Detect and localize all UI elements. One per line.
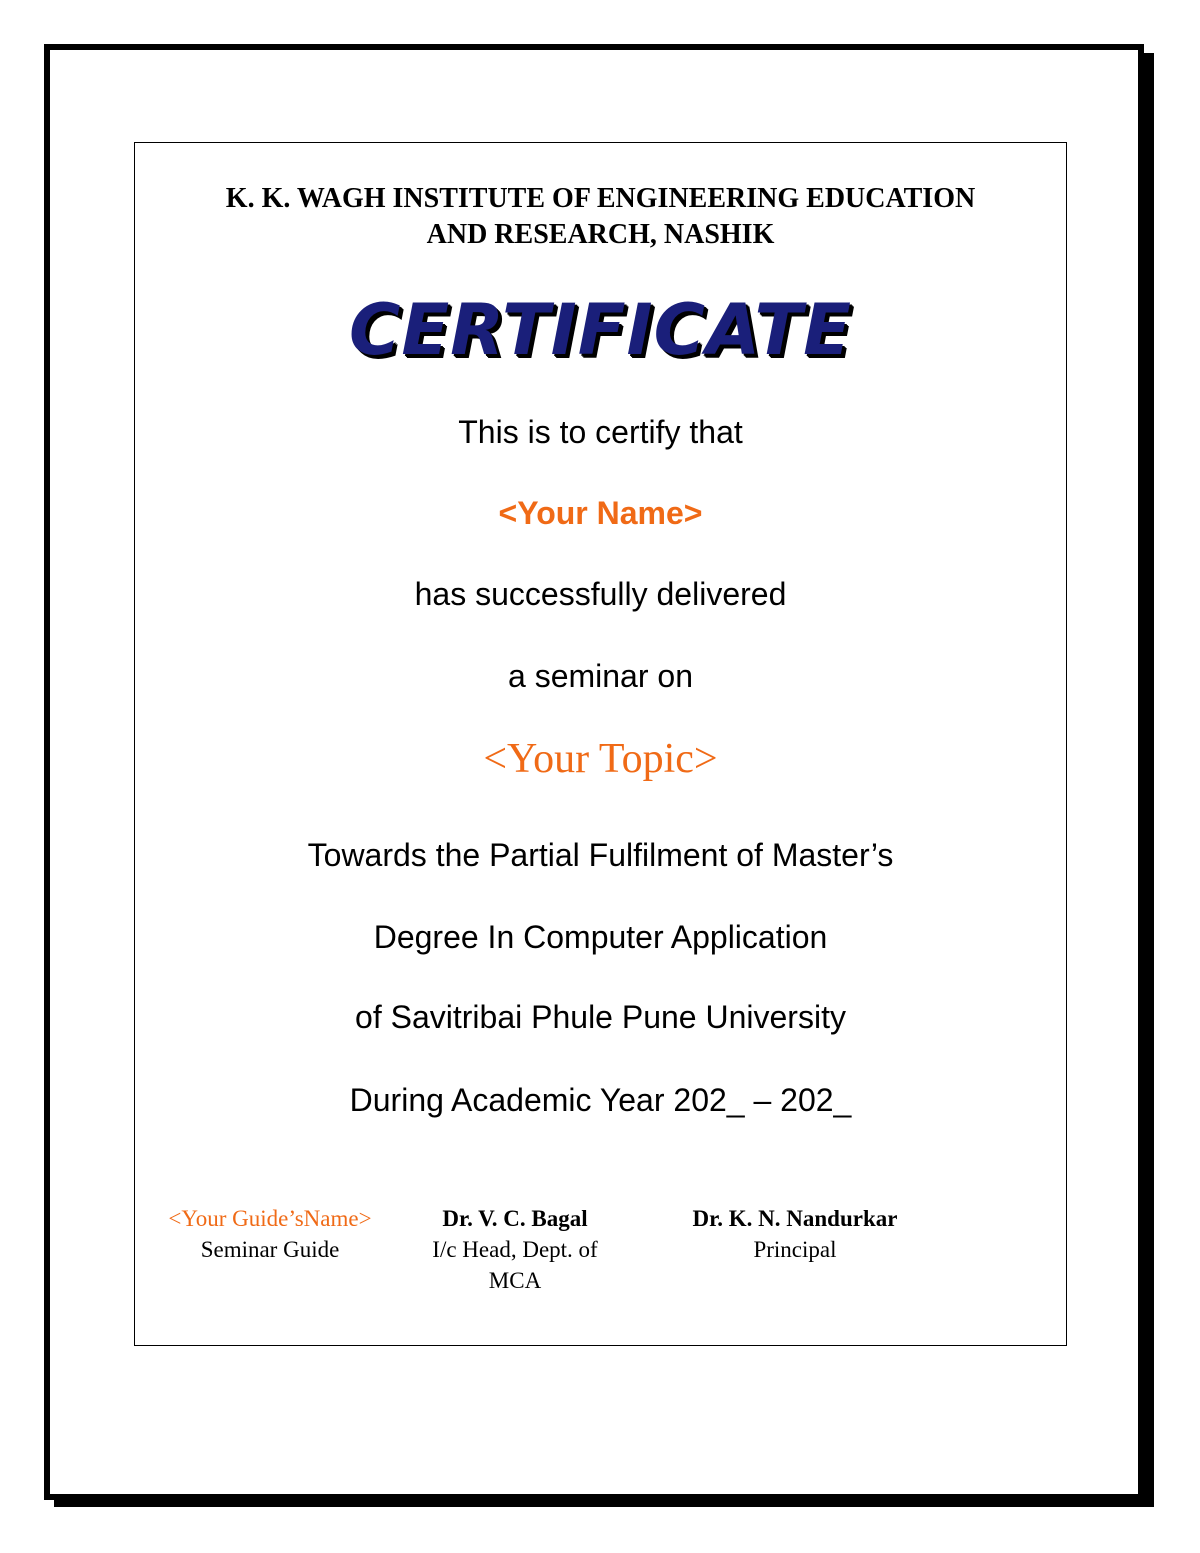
- certify-text: This is to certify that: [458, 414, 743, 450]
- seminar-topic: <Your Topic>: [483, 736, 718, 782]
- head-name: Dr. V. C. Bagal: [442, 1206, 588, 1231]
- delivered-text: has successfully delivered: [414, 576, 787, 612]
- seminar-on-text: a seminar on: [508, 658, 693, 694]
- guide-name: <Your Guide’sName>: [168, 1206, 372, 1231]
- institute-name-line2: AND RESEARCH, NASHIK: [426, 219, 775, 250]
- principal-role: Principal: [753, 1237, 837, 1262]
- principal-name: Dr. K. N. Nandurkar: [692, 1206, 898, 1231]
- head-role: I/c Head, Dept. of MCA: [432, 1237, 598, 1293]
- signatory-head: [405, 1203, 625, 1296]
- institute-name-line1: K. K. WAGH INSTITUTE OF ENGINEERING EDUCATION: [225, 183, 976, 214]
- recipient-name: <Your Name>: [498, 495, 703, 531]
- fulfilment-text: Towards the Partial Fulfilment of Master’s: [307, 837, 894, 873]
- university-text: of Savitribai Phule Pune University: [355, 999, 846, 1035]
- signatory-guide: [145, 1203, 395, 1265]
- guide-role: Seminar Guide: [200, 1237, 340, 1262]
- academic-year-text: During Academic Year 202_ – 202_: [349, 1082, 852, 1118]
- signatory-principal: [655, 1203, 935, 1265]
- certificate-box: [134, 142, 1067, 1346]
- certificate-title: CERTIFICATE: [348, 289, 853, 371]
- degree-text: Degree In Computer Application: [373, 919, 828, 955]
